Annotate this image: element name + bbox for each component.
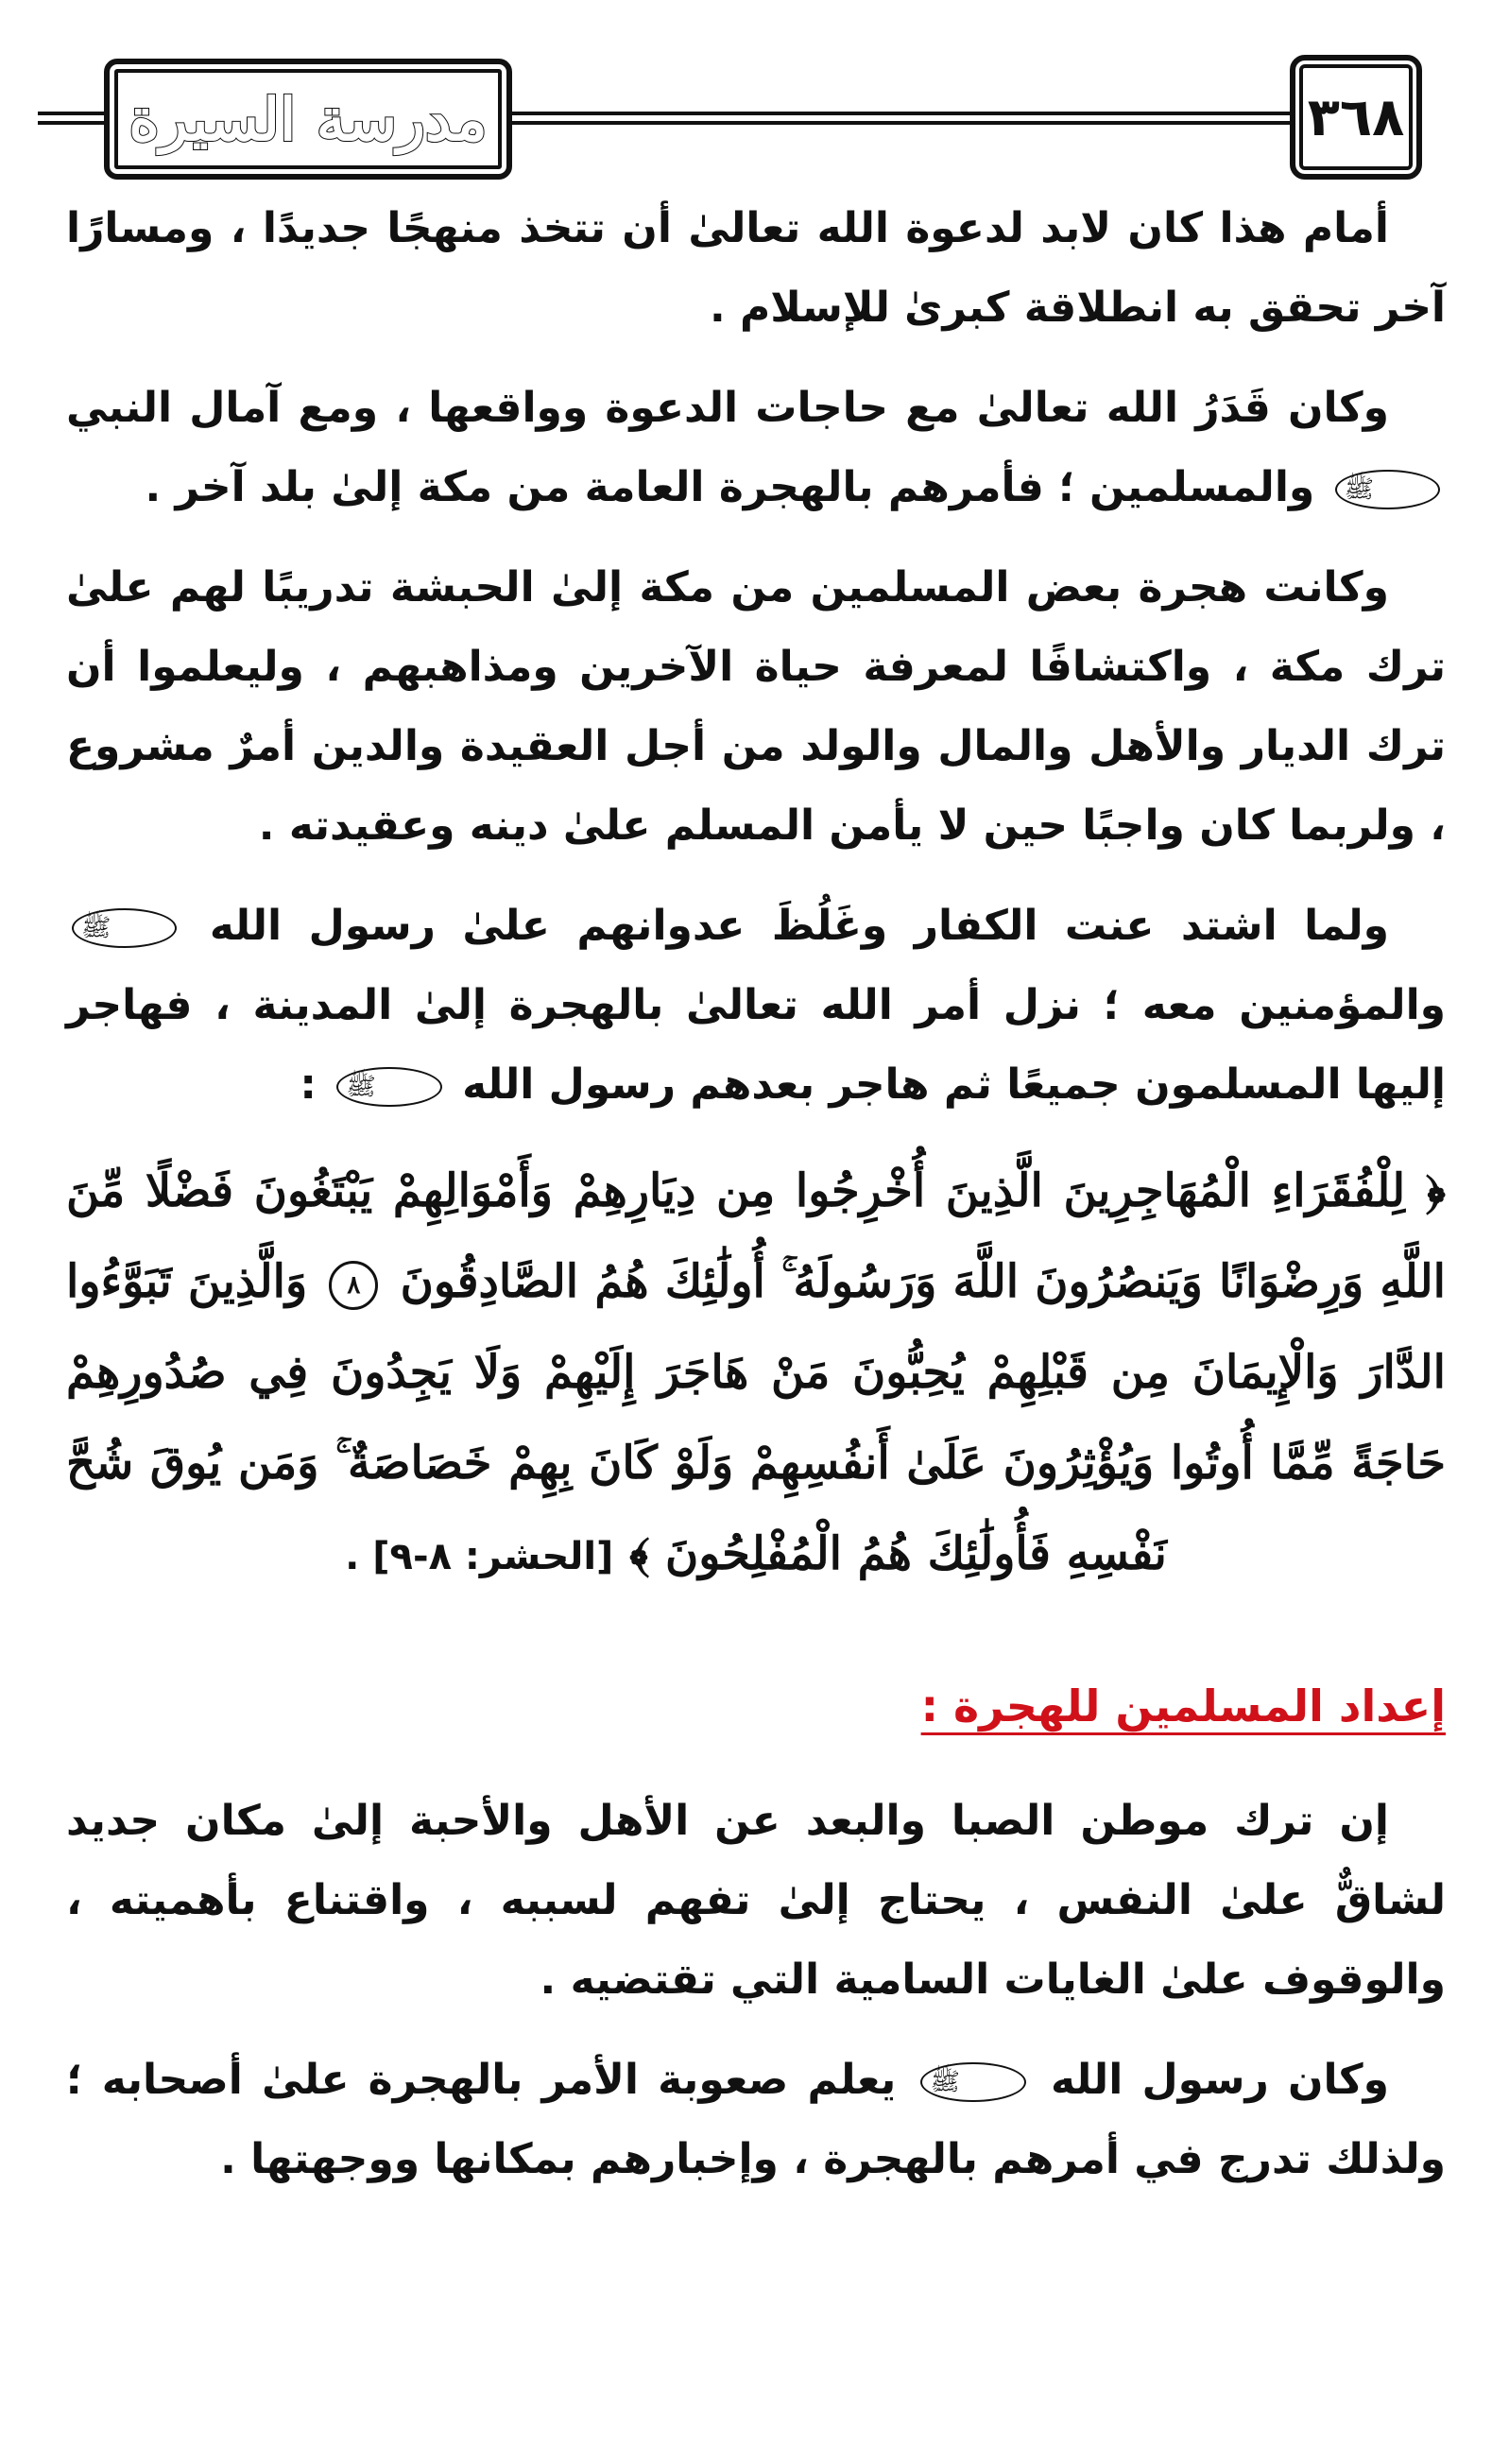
- paragraph-3: وكانت هجرة بعض المسلمين من مكة إلىٰ الحبشة تدريبًا لهم علىٰ ترك مكة ، واكتشافًا لمعرفة حياة الآخرين ومذاهبهم ، وليعلموا أن ترك الديار والأهل والمال والولد من أجل العقيدة والدين أمرٌ مشروع ، ولربما كان واجبًا حين لا يأمن المسلم علىٰ دينه وعقيدته .: [66, 563, 1446, 850]
- salutation-icon: ﷺ: [920, 2062, 1025, 2102]
- paragraph-2-part-a: وكان قَدَرُ الله تعالىٰ مع حاجات الدعوة وواقعها ، ومع آمال النبي: [66, 384, 1389, 432]
- paragraph-6-part-a: وكان رسول الله: [1051, 2056, 1389, 2104]
- paragraph-4-part-a: ولما اشتد عنت الكفار وغَلُظَ عدوانهم علىٰ رسول الله: [209, 902, 1389, 950]
- paragraph-4-part-c: :: [300, 1060, 317, 1109]
- book-title: مدرسة السيرة: [129, 84, 488, 154]
- section-heading: إعداد المسلمين للهجرة :: [920, 1680, 1446, 1732]
- salutation-icon: ﷺ: [72, 908, 177, 948]
- salutation-icon: ﷺ: [1335, 470, 1440, 509]
- paragraph-2: [66, 369, 1446, 527]
- paragraph-1: أمام هذا كان لابد لدعوة الله تعالىٰ أن تتخذ منهجًا جديدًا ، ومسارًا آخر تحقق به انطلاقة كبرىٰ للإسلام .: [66, 204, 1446, 332]
- paragraph-6: [66, 2041, 1446, 2199]
- paragraph-4-part-b: والمؤمنين معه ؛ نزل أمر الله تعالىٰ بالهجرة إلىٰ المدينة ، فهاجر إليها المسلمون جميعًا ثم هاجر بعدهم رسول الله: [66, 981, 1446, 1109]
- paragraph-4: [66, 887, 1446, 1125]
- page-header: [0, 0, 1509, 189]
- quran-reference: [الحشر: ٨-٩] .: [345, 1535, 614, 1578]
- page-body: [66, 189, 1446, 2220]
- paragraph-2-part-b: والمسلمين ؛ فأمرهم بالهجرة العامة من مكة إلىٰ بلد آخر .: [145, 463, 1315, 511]
- quran-verse-part-b: وَالَّذِينَ تَبَوَّءُوا الدَّارَ وَالْإِيمَانَ مِن قَبْلِهِمْ يُحِبُّونَ مَنْ هَاجَرَ إِلَيْهِمْ وَلَا يَجِدُونَ فِي صُدُورِهِمْ حَاجَةً مِّمَّا أُوتُوا وَيُؤْثِرُونَ عَلَىٰ أَنفُسِهِمْ وَلَوْ كَانَ بِهِمْ خَصَاصَةٌ ۚ وَمَن يُوقَ شُحَّ نَفْسِهِ فَأُولَٰئِكَ هُمُ الْمُفْلِحُونَ ﴾: [66, 1255, 1446, 1580]
- book-title-cartouche: [104, 59, 512, 180]
- page-number: ٣٦٨: [1290, 55, 1422, 180]
- paragraph-5: إن ترك موطن الصبا والبعد عن الأهل والأحبة إلىٰ مكان جديد لشاقٌّ علىٰ النفس ، يحتاج إلىٰ تفهم لسببه ، واقتناع بأهميته ، والوقوف علىٰ الغايات السامية التي تقتضيه .: [66, 1797, 1446, 2004]
- paragraph-6-part-b: يعلم صعوبة الأمر بالهجرة علىٰ أصحابه ؛ ولذلك تدرج في أمرهم بالهجرة ، وإخبارهم بمكانها ووجهتها .: [66, 2056, 1446, 2183]
- ayah-number-mark: ٨: [329, 1261, 378, 1310]
- quran-verse: [66, 1146, 1446, 1602]
- salutation-icon: ﷺ: [336, 1067, 441, 1107]
- quran-verse-part-a: ﴿ لِلْفُقَرَاءِ الْمُهَاجِرِينَ الَّذِينَ أُخْرِجُوا مِن دِيَارِهِمْ وَأَمْوَالِهِمْ يَبْتَغُونَ فَضْلًا مِّنَ اللَّهِ وَرِضْوَانًا وَيَنصُرُونَ اللَّهَ وَرَسُولَهُ ۚ أُولَٰئِكَ هُمُ الصَّادِقُونَ: [66, 1164, 1447, 1308]
